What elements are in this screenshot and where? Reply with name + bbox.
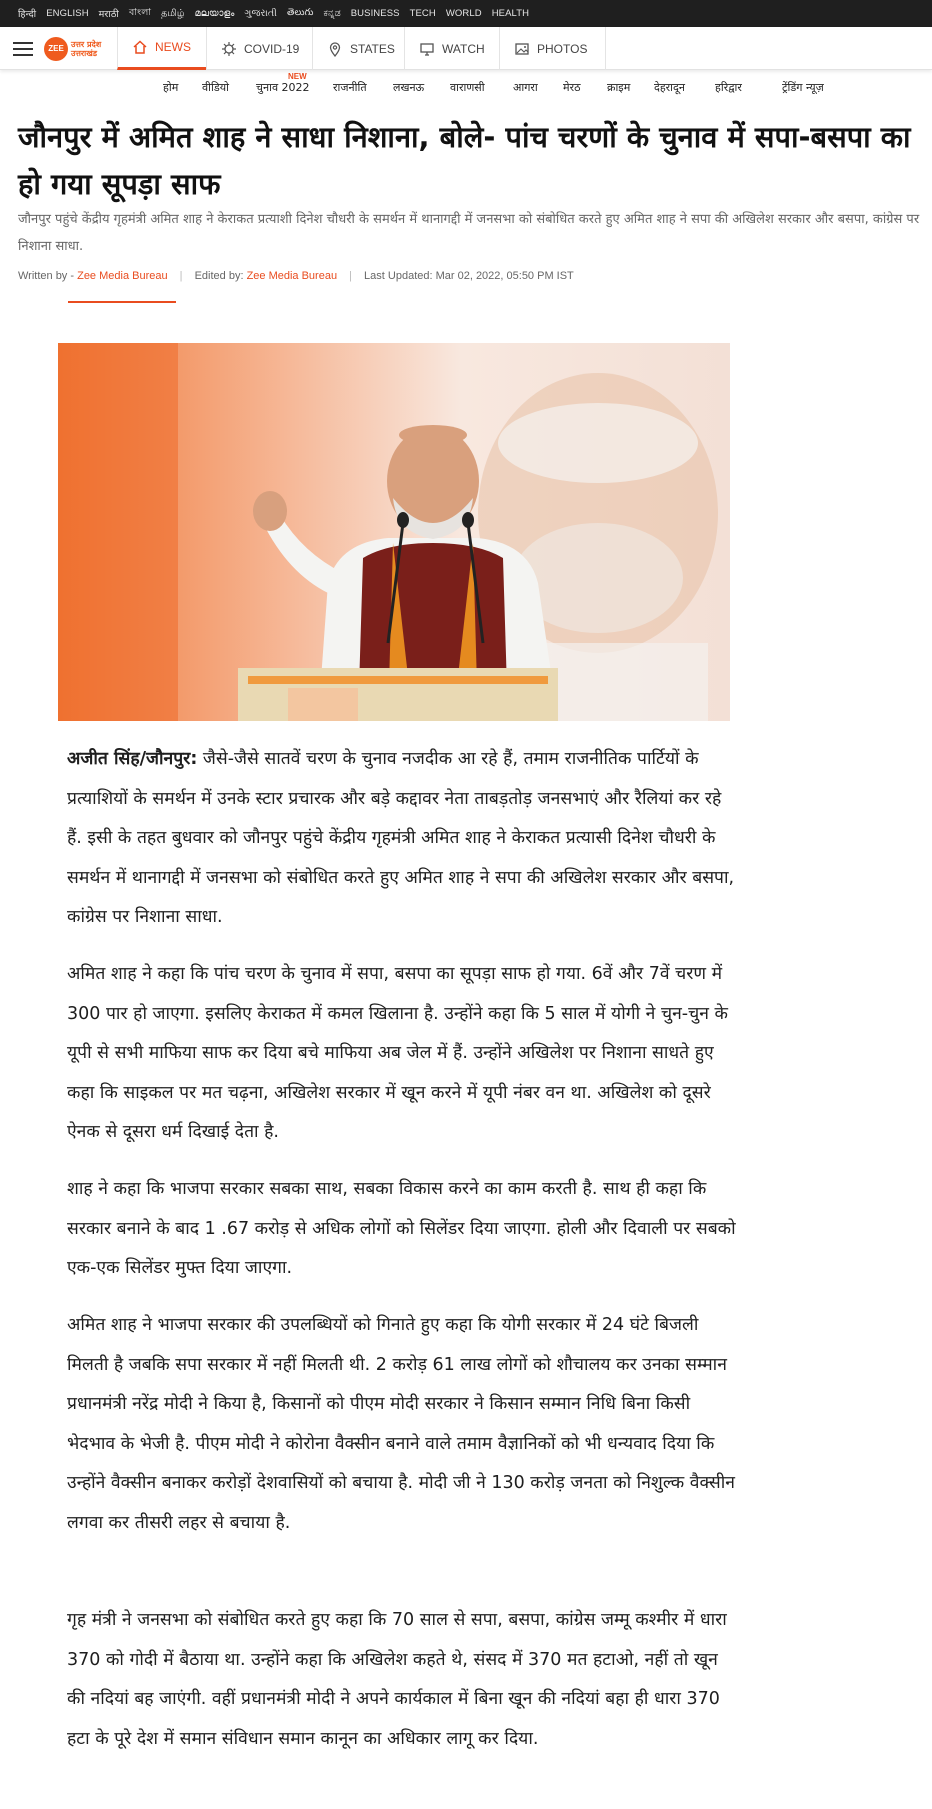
zee-logo-mark: ZEE: [44, 37, 68, 61]
article-headline: जौनपुर में अमित शाह ने साधा निशाना, बोले- पांच चरणों के चुनाव में सपा-बसपा का हो गया सूपड़ा साफ: [18, 120, 911, 201]
section-link-business[interactable]: BUSINESS: [350, 8, 400, 19]
nav-tab-watch[interactable]: [404, 27, 499, 70]
location-pin-icon: [327, 41, 343, 57]
new-badge: NEW: [288, 72, 307, 81]
article-hero-image: [58, 343, 730, 721]
subnav-item-agra[interactable]: आगरा: [513, 81, 538, 94]
subnav-item-home[interactable]: होम: [163, 81, 179, 94]
lang-link-bangla[interactable]: বাংলা: [128, 7, 152, 18]
author-link[interactable]: Zee Media Bureau: [77, 270, 168, 282]
nav-tab-covid[interactable]: [206, 27, 312, 70]
monitor-icon: [419, 41, 435, 57]
last-updated: Last Updated: Mar 02, 2022, 05:50 PM IST: [364, 270, 574, 282]
article-paragraph-4: अमित शाह ने भाजपा सरकार की उपलब्धियों को गिनाते हुए कहा कि योगी सरकार में 24 घंटे बिजली मिलती है जबकि सपा सरकार में नहीं मिलती थी. 2 करोड़ 61 लाख लोगों को शौचालय कर उनका सम्मान प्रधानमंत्री नरेंद्र मोदी ने किया है, किसानों को पीएम मोदी सरकार ने किसान सम्मान निधि बिना किसी भेदभाव के भेजी है. पीएम मोदी ने कोरोना वैक्सीन बनाने वाले तमाम वैज्ञानिकों को भी धन्यवाद दिया कि उन्होंने वैक्सीन बनाकर करोड़ों देशवासियों को बचाया है. मोदी जी ने 130 करोड़ जनता को निशुल्क वैक्सीन लगवा कर तीसरी लहर से बचाया है.: [67, 1315, 735, 1533]
article-summary: जौनपुर पहुंचे केंद्रीय गृहमंत्री अमित शाह ने केराकत प्रत्याशी दिनेश चौधरी के समर्थन में थानागद्दी में जनसभा को संबोधित करते हुए अमित शाह ने सपा की अखिलेश सरकार और बसपा, कांग्रेस पर निशाना साधा.: [18, 212, 920, 254]
subnav-item-lucknow[interactable]: लखनऊ: [393, 81, 425, 94]
nav-tab-covid-label: COVID-19: [244, 41, 300, 56]
subnav-item-politics[interactable]: राजनीति: [333, 81, 367, 94]
byline-separator: |: [179, 270, 183, 282]
lang-link-kannada[interactable]: ಕನ್ನಡ: [323, 8, 341, 19]
logo-region-text: [71, 40, 101, 58]
subnav-item-dehradun[interactable]: देहरादून: [654, 81, 685, 94]
section-link-health[interactable]: HEALTH: [491, 8, 530, 19]
home-icon: [132, 39, 148, 55]
hamburger-menu-icon[interactable]: [13, 42, 33, 56]
main-navigation: [0, 27, 932, 70]
nav-tab-news-label: NEWS: [155, 40, 191, 54]
article-paragraph-1-text: जैसे-जैसे सातवें चरण के चुनाव नजदीक आ रहे हैं, तमाम राजनीतिक पार्टियों के प्रत्याशियों के समर्थन में उनके स्टार प्रचारक और बड़े कद्दावर नेता ताबड़तोड़ जनसभाएं और रैलियां कर रहे हैं. इसी के तहत बुधवार को जौनपुर पहुंचे केंद्रीय गृहमंत्री अमित शाह ने केराकत प्रत्यासी दिनेश चौधरी के समर्थन में थानागद्दी में जनसभा को संबोधित करते हुए अमित शाह ने सपा की अखिलेश सरकार और बसपा, कांग्रेस पर निशाना साधा.: [67, 749, 735, 927]
site-logo[interactable]: [44, 35, 108, 62]
lang-link-english[interactable]: ENGLISH: [46, 8, 89, 19]
nav-divider: [605, 27, 606, 70]
speaker-photo-illustration: [58, 343, 730, 721]
lang-link-hindi[interactable]: हिन्दी: [18, 9, 37, 20]
nav-tab-states[interactable]: [312, 27, 404, 70]
subnav-item-election[interactable]: चुनाव 2022: [256, 81, 310, 94]
article-paragraph-5: गृह मंत्री ने जनसभा को संबोधित करते हुए कहा कि 70 साल से सपा, बसपा, कांग्रेस जम्मू कश्मीर में धारा 370 को गोदी में बैठाया था. उन्होंने कहा कि अखिलेश कहते थे, संसद में 370 मत हटाओ, नहीं तो खून की नदियां बह जाएंगी. वहीं प्रधानमंत्री मोदी ने अपने कार्यकाल में बिना खून की नदियां बहा ही धारा 370 हटा के पूरे देश में समान संविधान समान कानून का अधिकार लागू कर दिया.: [67, 1610, 727, 1749]
subnav-item-meerut[interactable]: मेरठ: [563, 81, 581, 94]
editor-link[interactable]: Zee Media Bureau: [246, 270, 338, 282]
sub-navigation: [0, 71, 932, 103]
article-paragraph-2: अमित शाह ने कहा कि पांच चरण के चुनाव में सपा, बसपा का सूपड़ा साफ हो गया. 6वें और 7वें चरण में 300 पार हो जाएगा. इसलिए केराकत में कमल खिलाना है. उन्होंने कहा कि 5 साल में योगी ने चुन-चुन के यूपी से सभी माफिया साफ कर दिया बचे माफिया अब जेल में हैं. उन्होंने अखिलेश पर निशाना साधते हुए कहा कि साइकल पर मत चढ़ना, अखिलेश सरकार में खून करने में यूपी नंबर वन था. अखिलेश को दूसरे ऐनक से दूसरा धर्म दिखाई देता है.: [67, 964, 728, 1142]
subnav-item-trending[interactable]: ट्रेंडिंग न्यूज़: [782, 81, 824, 94]
subnav-item-haridwar[interactable]: हरिद्वार: [715, 81, 742, 94]
article-byline: [18, 270, 574, 282]
lang-link-gujarati[interactable]: ગુજરાતી: [244, 8, 277, 19]
photo-icon: [514, 41, 530, 57]
nav-tab-photos[interactable]: [499, 27, 605, 70]
lang-link-telugu[interactable]: తెలుగు: [286, 7, 314, 18]
nav-tab-photos-label: PHOTOS: [537, 41, 588, 56]
nav-tab-states-label: STATES: [350, 41, 395, 56]
byline-separator: |: [349, 270, 352, 282]
lang-link-malayalam[interactable]: മലയാളം: [194, 8, 235, 19]
article-dateline: अजीत सिंह/जौनपुर:: [67, 749, 198, 769]
subnav-item-varanasi[interactable]: वाराणसी: [450, 81, 485, 94]
nav-tab-news[interactable]: [117, 27, 206, 70]
header-accent-bar: [68, 301, 176, 303]
section-link-world[interactable]: WORLD: [445, 8, 482, 19]
language-bar: [0, 0, 932, 27]
logo-line-1: उत्तर प्रदेश: [71, 39, 102, 49]
virus-icon: [221, 41, 237, 57]
written-by-label: Written by -: [18, 270, 75, 282]
edited-by-label: Edited by:: [194, 270, 244, 282]
article-paragraph-3: शाह ने कहा कि भाजपा सरकार सबका साथ, सबका विकास करने का काम करती है. साथ ही कहा कि सरकार बनाने के बाद 1 .67 करोड़ से अधिक लोगों को सिलेंडर दिया जाएगा. होली और दिवाली पर सबको एक-एक सिलेंडर मुफ्त दिया जाएगा.: [67, 1179, 736, 1278]
lang-link-tamil[interactable]: தமிழ்: [161, 7, 185, 19]
logo-line-2: उत्तराखंड: [71, 48, 98, 58]
lang-link-marathi[interactable]: मराठी: [98, 9, 119, 20]
subnav-item-crime[interactable]: क्राइम: [607, 81, 631, 94]
nav-tab-watch-label: WATCH: [442, 41, 485, 56]
article-paragraph-1: [67, 740, 737, 938]
subnav-item-video[interactable]: वीडियो: [202, 81, 229, 94]
section-link-tech[interactable]: TECH: [409, 8, 436, 19]
